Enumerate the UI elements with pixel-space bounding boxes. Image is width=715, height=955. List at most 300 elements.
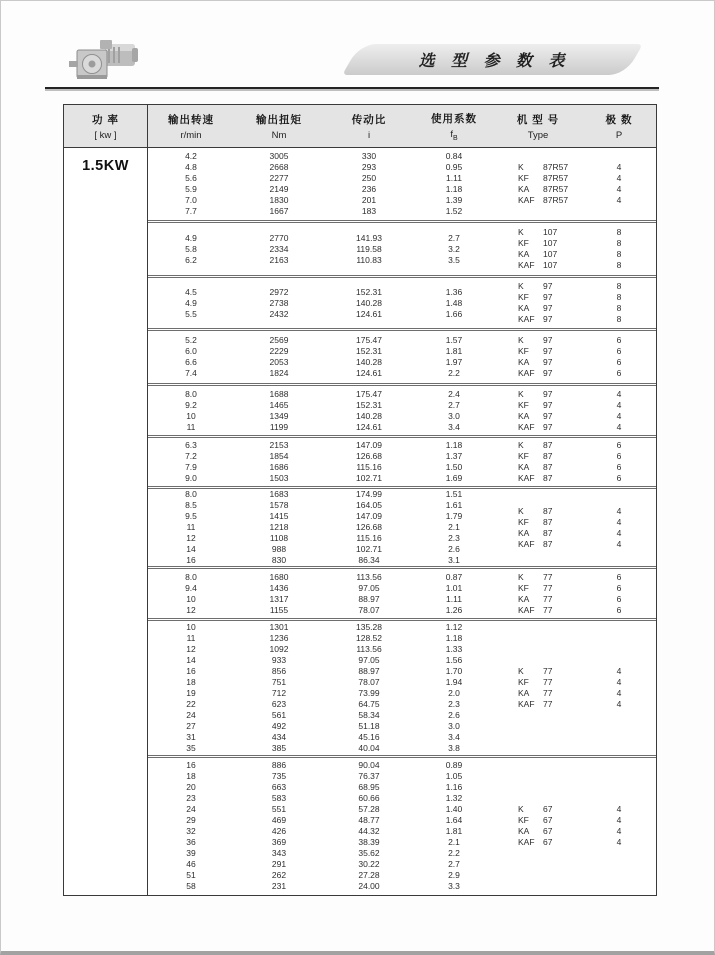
service-factor-value: 0.95 — [445, 162, 463, 172]
output-speed-value: 14 — [186, 544, 196, 554]
type-value: KF 77 — [518, 677, 553, 687]
type-value: KF 87 — [518, 451, 553, 461]
output-torque-column — [234, 386, 324, 435]
service-factor-value: 1.94 — [445, 677, 463, 687]
ratio-value: 102.71 — [356, 544, 382, 554]
output-torque-value: 469 — [271, 814, 287, 825]
ratio-value: 330 — [361, 151, 377, 161]
service-factor-value: 1.37 — [445, 451, 463, 461]
output-torque-value: 1503 — [269, 473, 289, 483]
ratio-value: 236 — [361, 184, 377, 194]
output-torque-column — [234, 569, 324, 618]
output-torque-value: 291 — [271, 858, 287, 869]
service-factor-value: 2.7 — [448, 232, 460, 243]
ratio-value: 175.47 — [356, 388, 382, 399]
type-column — [494, 438, 582, 486]
ratio-value: 201 — [361, 195, 377, 205]
output-torque-value: 1415 — [269, 511, 289, 521]
output-torque-value: 1465 — [269, 399, 289, 410]
service-factor-value: 1.64 — [445, 814, 463, 825]
output-speed-value: 31 — [186, 732, 196, 742]
type-value: KAF 97 — [518, 314, 553, 324]
type-value: KAF 87 — [518, 473, 553, 483]
output-torque-value: 2770 — [269, 232, 289, 243]
ratio-value: 115.16 — [356, 533, 382, 543]
service-factor-value: 1.66 — [445, 308, 463, 319]
service-factor-value: 1.70 — [445, 666, 463, 676]
service-factor-column — [414, 489, 494, 566]
type-value: K 87 — [518, 505, 553, 516]
ratio-value: 293 — [361, 162, 377, 172]
output-speed-column — [148, 386, 234, 435]
output-torque-value: 262 — [271, 869, 287, 880]
column-header-poles — [582, 105, 656, 147]
output-speed-value: 4.9 — [185, 232, 197, 243]
service-factor-value: 1.36 — [445, 286, 463, 297]
ratio-value: 78.07 — [358, 604, 380, 615]
output-torque-value: 551 — [271, 803, 287, 814]
output-speed-value: 9.2 — [185, 399, 197, 410]
type-value: KAF 107 — [518, 260, 558, 270]
ratio-value: 126.68 — [356, 451, 382, 461]
ratio-value: 140.28 — [356, 357, 382, 367]
output-torque-value: 886 — [271, 759, 287, 770]
ratio-value: 113.56 — [356, 571, 382, 582]
service-factor-value: 1.39 — [445, 195, 463, 205]
service-factor-value: 1.18 — [445, 184, 463, 194]
poles-column — [582, 758, 656, 893]
output-speed-value: 7.4 — [185, 368, 197, 378]
poles-value: 4 — [616, 538, 622, 549]
ratio-value: 152.31 — [356, 346, 382, 356]
output-torque-value: 1686 — [269, 462, 289, 472]
output-speed-value: 7.9 — [185, 462, 197, 472]
output-torque-value: 1349 — [269, 410, 289, 421]
ratio-column — [324, 489, 414, 566]
output-speed-value: 9.0 — [185, 473, 197, 483]
ratio-value: 78.07 — [358, 677, 380, 687]
data-block — [148, 758, 656, 893]
output-speed-value: 9.4 — [185, 582, 197, 593]
service-factor-value: 1.33 — [445, 644, 463, 654]
ratio-column — [324, 223, 414, 275]
output-speed-value: 39 — [186, 847, 196, 858]
poles-column — [582, 569, 656, 618]
service-factor-value: 1.81 — [445, 825, 463, 836]
output-speed-value: 6.6 — [185, 357, 197, 367]
output-speed-value: 6.0 — [185, 346, 197, 356]
ratio-column — [324, 758, 414, 893]
service-factor-column — [414, 223, 494, 275]
output-torque-value: 933 — [271, 655, 287, 665]
poles-value: 6 — [616, 473, 622, 483]
output-speed-value: 4.2 — [185, 151, 197, 161]
ratio-value: 183 — [361, 206, 377, 216]
output-speed-column — [148, 489, 234, 566]
output-torque-unit: Nm — [271, 129, 287, 141]
output-speed-value: 11 — [186, 633, 196, 643]
output-speed-value: 4.5 — [185, 286, 197, 297]
output-torque-value: 751 — [271, 677, 287, 687]
type-value: KF 97 — [518, 346, 553, 356]
output-speed-value: 24 — [186, 803, 196, 814]
output-torque-value: 1830 — [269, 195, 289, 205]
type-value: KAF 77 — [518, 699, 553, 709]
output-speed-value: 16 — [186, 759, 196, 770]
service-factor-value: 2.6 — [448, 544, 460, 554]
service-factor-value: 2.3 — [448, 699, 460, 709]
poles-value: 4 — [616, 814, 622, 825]
column-header-output-speed — [148, 105, 234, 147]
poles-value: 4 — [616, 399, 622, 410]
service-factor-column — [414, 331, 494, 383]
output-torque-value: 385 — [271, 743, 287, 753]
ratio-value: 88.97 — [358, 666, 380, 676]
ratio-column — [324, 148, 414, 220]
ratio-value: 164.05 — [356, 500, 382, 510]
service-factor-value: 2.0 — [448, 688, 460, 698]
column-header-type — [494, 105, 582, 147]
output-torque-column — [234, 331, 324, 383]
ratio-value: 64.75 — [358, 699, 380, 709]
power-label: 功 率 — [92, 113, 119, 126]
type-value: K 87 — [518, 440, 553, 450]
ratio-value: 152.31 — [356, 286, 382, 297]
type-column — [494, 386, 582, 435]
service-factor-value: 2.4 — [448, 388, 460, 399]
output-speed-value: 7.2 — [185, 451, 197, 461]
output-torque-value: 3005 — [269, 151, 289, 161]
ratio-value: 135.28 — [356, 622, 382, 632]
service-factor-value: 2.7 — [448, 399, 460, 410]
data-block — [148, 278, 656, 328]
poles-value: 6 — [616, 571, 622, 582]
output-torque-value: 2432 — [269, 308, 289, 319]
ratio-value: 57.28 — [358, 803, 380, 814]
poles-value: 6 — [616, 335, 622, 345]
service-factor-value: 2.2 — [448, 847, 460, 858]
service-factor-value: 1.69 — [445, 473, 463, 483]
output-speed-column — [148, 278, 234, 328]
output-speed-value: 16 — [186, 555, 196, 565]
service-factor-value: 0.84 — [445, 151, 463, 161]
output-torque-value: 561 — [271, 710, 287, 720]
service-factor-value: 1.32 — [445, 792, 463, 803]
service-factor-value: 1.61 — [445, 500, 463, 510]
output-speed-value: 8.5 — [185, 500, 197, 510]
output-speed-column — [148, 758, 234, 893]
service-factor-column — [414, 758, 494, 893]
title-banner — [351, 44, 634, 75]
ratio-value: 51.18 — [358, 721, 380, 731]
type-value: KF 107 — [518, 238, 558, 248]
output-torque-value: 1301 — [269, 622, 289, 632]
type-value: KAF 97 — [518, 368, 553, 378]
output-speed-value: 18 — [186, 770, 196, 781]
service-factor-value: 1.51 — [445, 489, 463, 499]
output-speed-value: 10 — [186, 410, 196, 421]
output-speed-value: 14 — [186, 655, 196, 665]
output-torque-value: 856 — [271, 666, 287, 676]
poles-value: 4 — [616, 825, 622, 836]
type-value: KA 67 — [518, 825, 553, 836]
power-value: 1.5KW — [82, 158, 129, 174]
output-torque-value: 1854 — [269, 451, 289, 461]
output-torque-column — [234, 223, 324, 275]
poles-value: 4 — [616, 421, 622, 432]
type-value: K 77 — [518, 666, 553, 676]
poles-column — [582, 148, 656, 220]
type-value: K 97 — [518, 281, 553, 291]
service-factor-value: 2.3 — [448, 533, 460, 543]
service-factor-value: 2.6 — [448, 710, 460, 720]
poles-value: 6 — [616, 368, 622, 378]
output-torque-value: 1218 — [269, 522, 289, 532]
output-speed-unit: r/min — [180, 129, 202, 141]
type-value: K 87R57 — [518, 162, 569, 172]
output-torque-value: 735 — [271, 770, 287, 781]
poles-column — [582, 621, 656, 755]
ratio-value: 76.37 — [358, 770, 380, 781]
service-factor-column — [414, 148, 494, 220]
output-torque-value: 2738 — [269, 297, 289, 308]
ratio-value: 27.28 — [358, 869, 380, 880]
poles-value: 4 — [616, 505, 622, 516]
type-value: KA 97 — [518, 357, 553, 367]
output-torque-value: 988 — [271, 544, 287, 554]
power-cell — [64, 148, 148, 895]
service-factor-column — [414, 386, 494, 435]
ratio-value: 97.05 — [358, 655, 380, 665]
output-torque-value: 369 — [271, 836, 287, 847]
ratio-value: 38.39 — [358, 836, 380, 847]
column-header-power — [64, 105, 148, 147]
type-value: KF 77 — [518, 582, 553, 593]
selection-parameter-table — [63, 104, 657, 896]
output-speed-value: 24 — [186, 710, 196, 720]
output-speed-value: 8.0 — [185, 571, 197, 582]
type-value: K 107 — [518, 227, 558, 237]
ratio-value: 119.58 — [356, 243, 382, 254]
service-factor-value: 1.18 — [445, 440, 463, 450]
gearmotor-photo-icon — [65, 37, 145, 85]
type-value: KF 97 — [518, 292, 553, 302]
ratio-value: 124.61 — [356, 368, 382, 378]
output-torque-value: 2972 — [269, 286, 289, 297]
type-column — [494, 331, 582, 383]
output-speed-value: 32 — [186, 825, 196, 836]
service-factor-value: 1.26 — [445, 604, 463, 615]
ratio-value: 140.28 — [356, 297, 382, 308]
output-speed-value: 6.2 — [185, 254, 197, 265]
ratio-value: 24.00 — [358, 880, 380, 891]
service-factor-value: 1.01 — [445, 582, 463, 593]
output-torque-value: 434 — [271, 732, 287, 742]
ratio-value: 124.61 — [356, 308, 382, 319]
output-speed-value: 10 — [186, 622, 196, 632]
poles-value: 4 — [616, 173, 622, 183]
poles-value: 4 — [616, 527, 622, 538]
poles-value: 6 — [616, 593, 622, 604]
data-block — [148, 438, 656, 486]
output-torque-value: 583 — [271, 792, 287, 803]
type-value: KA 77 — [518, 688, 553, 698]
ratio-value: 128.52 — [356, 633, 382, 643]
type-value: KAF 87 — [518, 538, 553, 549]
output-torque-value: 2053 — [269, 357, 289, 367]
service-factor-value: 0.89 — [445, 759, 463, 770]
service-factor-column — [414, 278, 494, 328]
service-factor-value: 1.79 — [445, 511, 463, 521]
type-value: KAF 97 — [518, 421, 553, 432]
type-value: K 97 — [518, 335, 553, 345]
ratio-value: 102.71 — [356, 473, 382, 483]
output-speed-value: 23 — [186, 792, 196, 803]
output-torque-value: 712 — [271, 688, 287, 698]
output-speed-value: 18 — [186, 677, 196, 687]
poles-value: 4 — [616, 803, 622, 814]
type-value: KF 87R57 — [518, 173, 569, 183]
output-torque-value: 1436 — [269, 582, 289, 593]
ratio-value: 113.56 — [356, 644, 382, 654]
poles-value: 8 — [616, 249, 622, 259]
ratio-value: 141.93 — [356, 232, 382, 243]
service-factor-value: 1.52 — [445, 206, 463, 216]
type-unit: Type — [527, 129, 549, 141]
ratio-value: 110.83 — [356, 254, 382, 265]
ratio-value: 140.28 — [356, 410, 382, 421]
output-torque-column — [234, 148, 324, 220]
ratio-value: 58.34 — [358, 710, 380, 720]
output-torque-column — [234, 758, 324, 893]
ratio-value: 44.32 — [358, 825, 380, 836]
output-speed-value: 5.6 — [185, 173, 197, 183]
output-speed-value: 36 — [186, 836, 196, 847]
service-factor-value: 0.87 — [445, 571, 463, 582]
output-torque-value: 1199 — [269, 421, 289, 432]
service-factor-value: 3.0 — [448, 410, 460, 421]
output-torque-value: 2569 — [269, 335, 289, 345]
data-block — [148, 621, 656, 755]
output-speed-value: 22 — [186, 699, 196, 709]
output-speed-column — [148, 148, 234, 220]
column-header-service-factor — [414, 105, 494, 147]
output-speed-value: 29 — [186, 814, 196, 825]
output-torque-value: 2668 — [269, 162, 289, 172]
output-torque-value: 623 — [271, 699, 287, 709]
output-speed-value: 5.9 — [185, 184, 197, 194]
ratio-value: 97.05 — [358, 582, 380, 593]
type-value: KF 87 — [518, 516, 553, 527]
output-speed-column — [148, 331, 234, 383]
output-speed-value: 9.5 — [185, 511, 197, 521]
poles-value: 4 — [616, 388, 622, 399]
service-factor-value: 3.2 — [448, 243, 460, 254]
service-factor-value: 1.57 — [445, 335, 463, 345]
ratio-value: 152.31 — [356, 399, 382, 410]
output-speed-value: 4.8 — [185, 162, 197, 172]
service-factor-value: 1.81 — [445, 346, 463, 356]
ratio-column — [324, 278, 414, 328]
type-value: KAF 77 — [518, 604, 553, 615]
poles-value: 4 — [616, 677, 622, 687]
ratio-value: 68.95 — [358, 781, 380, 792]
service-factor-value: 3.4 — [448, 732, 460, 742]
service-factor-value: 1.05 — [445, 770, 463, 781]
poles-value: 4 — [616, 666, 622, 676]
service-factor-value: 2.9 — [448, 869, 460, 880]
service-factor-unit: $f_B$ — [450, 128, 458, 142]
output-speed-value: 58 — [186, 880, 196, 891]
poles-value: 6 — [616, 604, 622, 615]
service-factor-value: 3.5 — [448, 254, 460, 265]
poles-value: 8 — [616, 292, 622, 302]
service-factor-value: 1.11 — [446, 593, 462, 604]
poles-value: 6 — [616, 462, 622, 472]
output-torque-value: 2153 — [269, 440, 289, 450]
data-block — [148, 148, 656, 220]
service-factor-value: 2.1 — [448, 522, 460, 532]
output-speed-value: 11 — [186, 421, 196, 432]
table-header-row — [64, 105, 656, 148]
output-torque-value: 1092 — [269, 644, 289, 654]
type-value: KA 87 — [518, 462, 553, 472]
output-torque-value: 1155 — [269, 604, 289, 615]
ratio-value: 147.09 — [356, 511, 382, 521]
output-speed-value: 11 — [186, 522, 196, 532]
ratio-value: 250 — [361, 173, 377, 183]
output-speed-value: 10 — [186, 593, 196, 604]
poles-value: 4 — [616, 688, 622, 698]
type-value: KA 87 — [518, 527, 553, 538]
page-title: 选 型 参 数 表 — [418, 53, 571, 70]
output-speed-column — [148, 569, 234, 618]
output-torque-value: 1683 — [269, 489, 289, 499]
ratio-value: 40.04 — [358, 743, 380, 753]
output-torque-value: 2163 — [269, 254, 289, 265]
poles-column — [582, 223, 656, 275]
poles-value: 4 — [616, 836, 622, 847]
output-torque-column — [234, 278, 324, 328]
type-column — [494, 223, 582, 275]
service-factor-column — [414, 621, 494, 755]
output-torque-value: 2229 — [269, 346, 289, 356]
ratio-column — [324, 438, 414, 486]
ratio-column — [324, 386, 414, 435]
poles-value: 4 — [616, 184, 622, 194]
data-block — [148, 223, 656, 275]
output-speed-value: 5.8 — [185, 243, 197, 254]
ratio-value: 174.99 — [356, 489, 382, 499]
output-torque-column — [234, 489, 324, 566]
output-speed-value: 5.5 — [185, 308, 197, 319]
ratio-value: 175.47 — [356, 335, 382, 345]
poles-value: 4 — [616, 195, 622, 205]
output-torque-value: 1824 — [269, 368, 289, 378]
output-torque-value: 343 — [271, 847, 287, 858]
ratio-value: 48.77 — [358, 814, 380, 825]
output-speed-value: 5.2 — [185, 335, 197, 345]
output-speed-value: 12 — [186, 644, 196, 654]
service-factor-value: 3.3 — [448, 880, 460, 891]
output-torque-value: 1578 — [269, 500, 289, 510]
output-speed-value: 8.0 — [185, 489, 197, 499]
ratio-value: 45.16 — [358, 732, 380, 742]
output-torque-value: 1108 — [269, 533, 289, 543]
service-factor-column — [414, 438, 494, 486]
service-factor-value: 1.48 — [445, 297, 463, 308]
type-value: KA 97 — [518, 303, 553, 313]
